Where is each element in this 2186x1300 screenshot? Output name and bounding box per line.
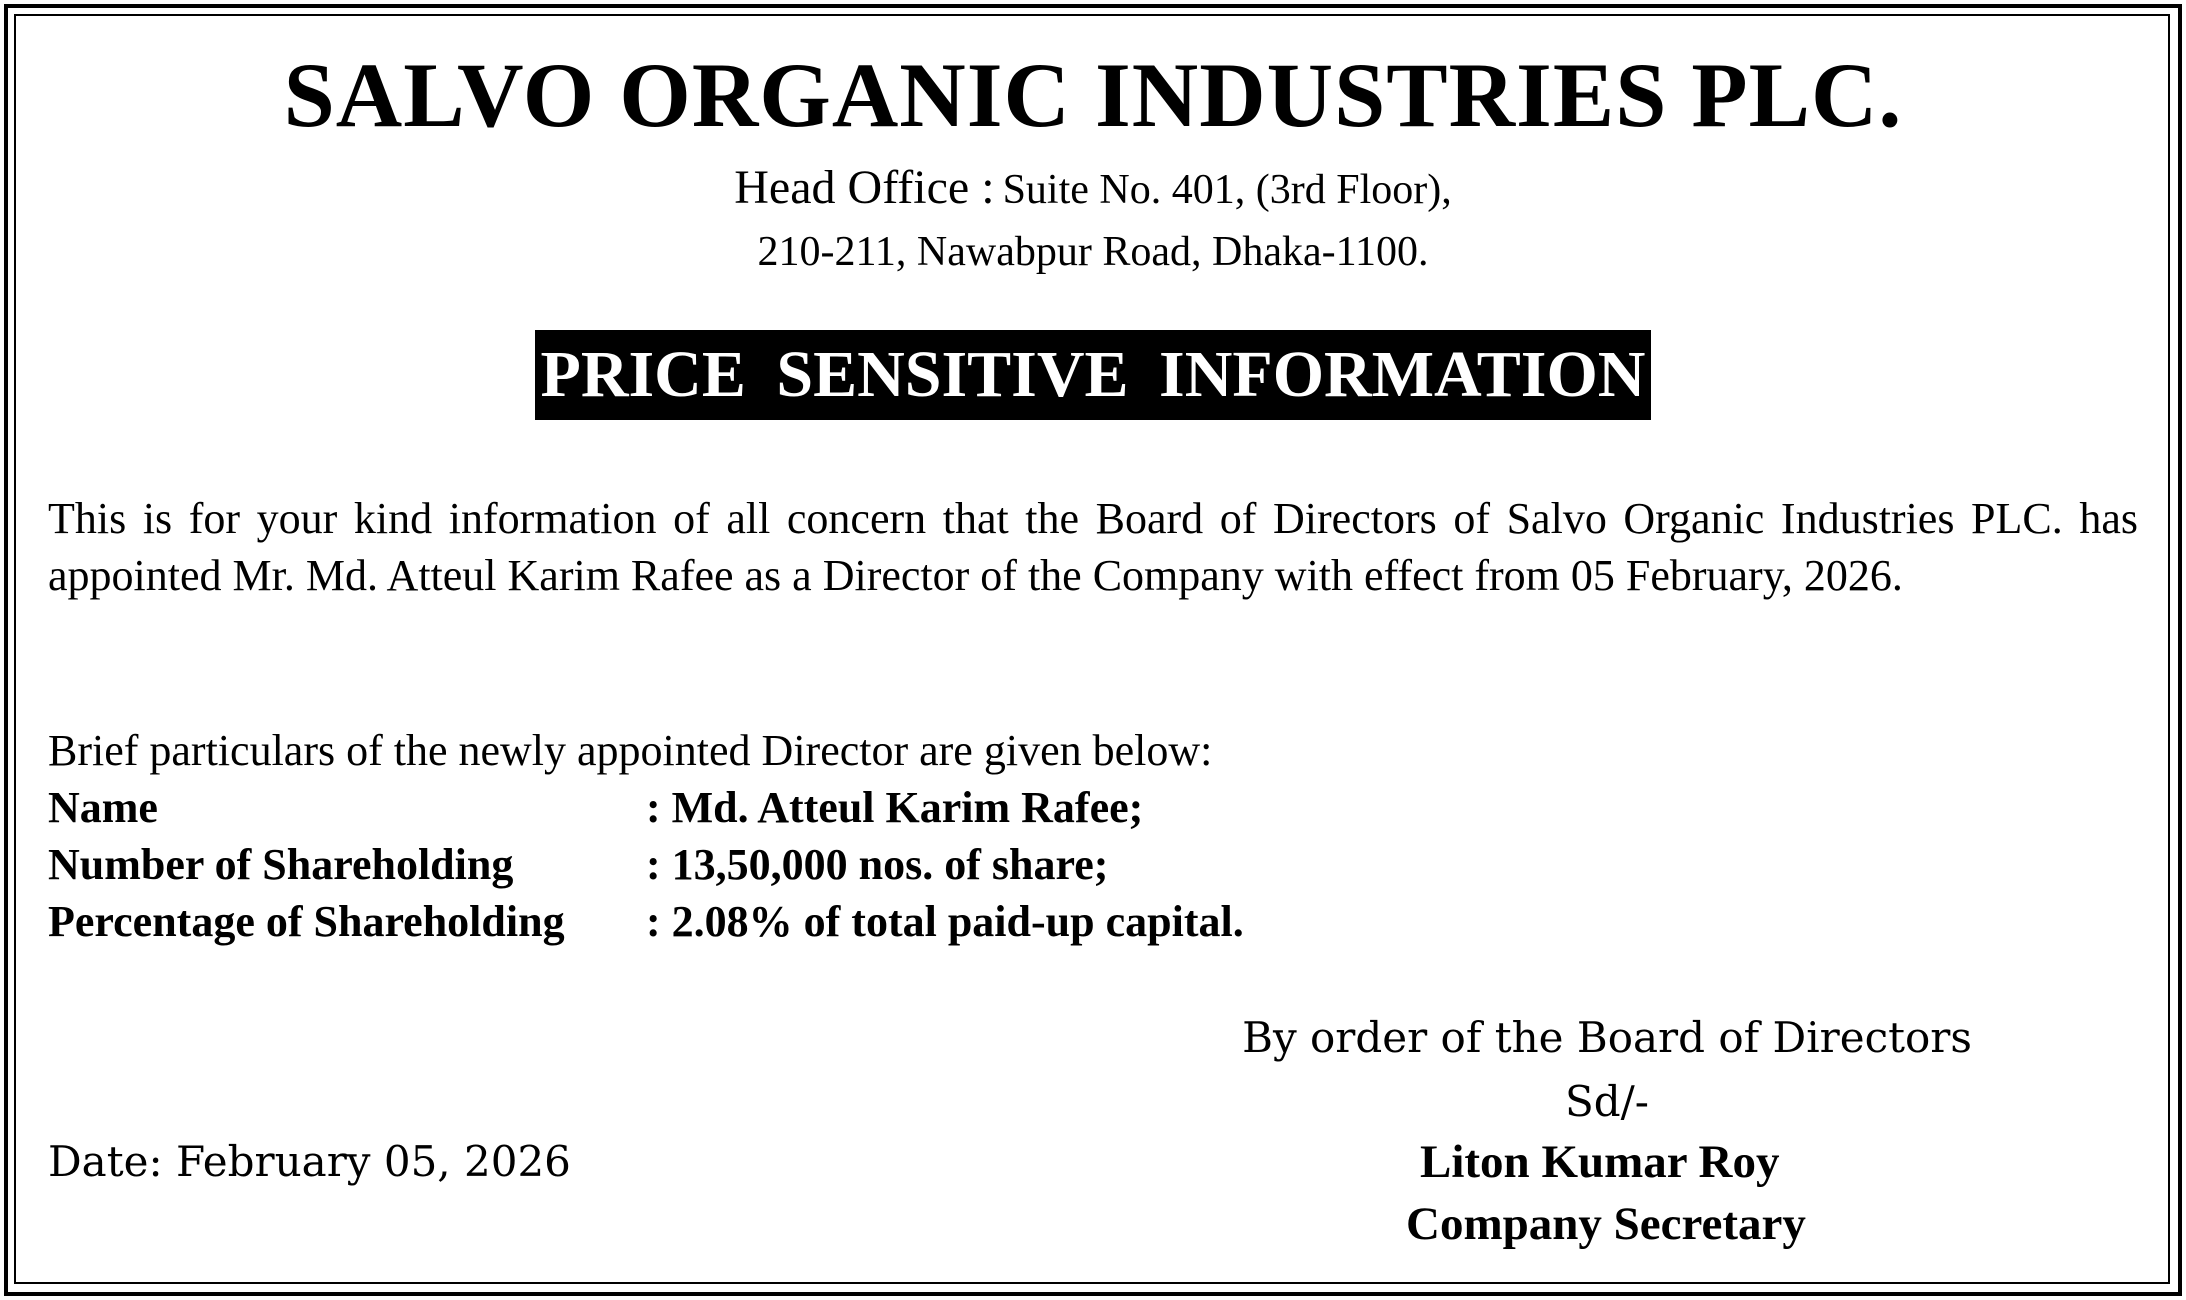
particular-label: Name	[48, 783, 158, 832]
particular-label: Percentage of Shareholding	[48, 897, 565, 946]
signed-mark: Sd/-	[1565, 1077, 1649, 1126]
particular-label: Number of Shareholding	[48, 840, 514, 889]
notice-body: This is for your kind information of all concern that the Board of Directors of Salvo Organic Industries PLC. has appointed Mr. Md. Atteul Karim Rafee as a Director of the Company with effect from 05 February, 2026.	[48, 494, 2138, 600]
head-office-address-2: 210-211, Nawabpur Road, Dhaka-1100.	[757, 229, 1429, 275]
company-name: SALVO ORGANIC INDUSTRIES PLC.	[283, 44, 1903, 146]
notice-date: Date: February 05, 2026	[48, 1137, 571, 1186]
head-office-label: Head Office :	[734, 161, 995, 214]
particular-value: : 2.08% of total paid-up capital.	[646, 897, 1244, 946]
signatory-name: Liton Kumar Roy	[1420, 1136, 1780, 1188]
banner-wrap	[0, 330, 2186, 420]
brief-particulars-intro: Brief particulars of the newly appointed Director are given below:	[48, 726, 1213, 775]
price-sensitive-banner: PRICE SENSITIVE INFORMATION	[535, 330, 1652, 420]
particular-value: : 13,50,000 nos. of share;	[646, 840, 1109, 889]
board-order-line: By order of the Board of Directors	[1242, 1013, 1972, 1062]
head-office-line	[0, 158, 2186, 229]
signatory-title: Company Secretary	[1406, 1198, 1806, 1250]
head-office-address-1: Suite No. 401, (3rd Floor),	[1002, 167, 1452, 213]
particular-value: : Md. Atteul Karim Rafee;	[646, 783, 1144, 832]
